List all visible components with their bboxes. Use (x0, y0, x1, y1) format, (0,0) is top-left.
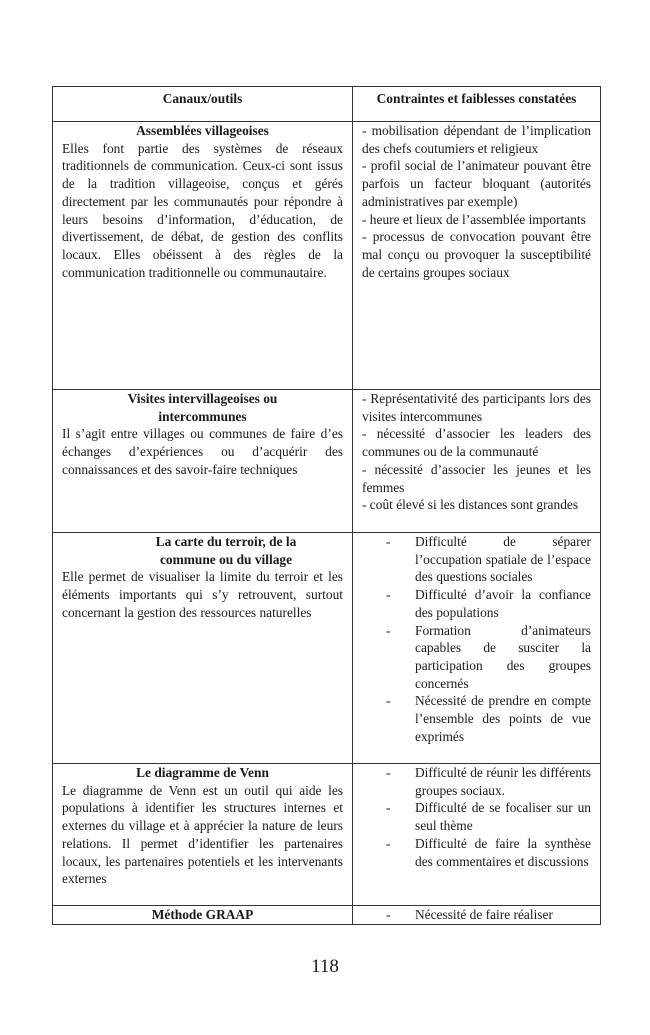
constraint-item: - profil social de l’animateur pouvant être parfois un facteur bloquant (autorités administratives par exemple) (362, 158, 591, 209)
constraint-item: - processus de convocation pouvant être mal conçu ou provoquer la susceptibilité de certains groupes sociaux (362, 229, 591, 280)
table-row (53, 906, 601, 925)
tool-cell (53, 764, 353, 906)
constraints-list (362, 906, 591, 924)
tool-title: Méthode GRAAP (151, 907, 254, 922)
tool-description: Elle permet de visualiser la limite du terroir et les éléments importants qui s’y retrouvent, surtout concernant la gestion des ressources naturelles (62, 569, 343, 620)
tool-title: La carte du terroir, de la commune ou du village (155, 534, 297, 567)
constraint-item: - mobilisation dépendant de l’implication des chefs coutumiers et religieux (362, 123, 591, 156)
tool-description: Elles font partie des systèmes de réseaux traditionnels de communication. Ceux-ci sont issus de la tradition villageoise, conçus et gérés directement par les communautés pour répondre à leurs besoins d’information, d’éducation, de divertissement, de débat, de gestion des conflits locaux. Elles obéissent à des règles de la communication traditionnelle ou communautaire. (62, 140, 343, 280)
constraints-list (362, 533, 591, 745)
tool-description: Le diagramme de Venn est un outil qui aide les populations à identifier les structures internes et externes du village et à apprécier la nature de leurs relations. Il permet d’identifier les partenaires locaux, les partenaires potentiels et les intervenants externes (62, 782, 343, 887)
constraints-cell (353, 533, 601, 764)
constraints-cell (353, 764, 601, 906)
list-item: - Difficulté de se focaliser sur un seul thème (362, 799, 591, 834)
constraints-cell (353, 906, 601, 925)
constraint-item: - nécessité d’associer les jeunes et les femmes (362, 461, 591, 495)
tool-title: Assemblées villageoises (136, 123, 269, 138)
tool-cell (53, 533, 353, 764)
table-row (53, 122, 601, 390)
constraints-cell (353, 390, 601, 533)
list-item: - Difficulté de faire la synthèse des commentaires et discussions (362, 835, 591, 870)
table-row (53, 764, 601, 906)
list-item: - Difficulté d’avoir la confiance des populations (362, 586, 591, 621)
header-channels-tools: Canaux/outils (53, 87, 353, 122)
tool-description: Il s’agit entre villages ou communes de faire d’es échanges d’expériences ou d’acquérir des connaissances et des savoir-faire techniques (62, 426, 343, 477)
constraint-item: - heure et lieux de l’assemblée importants (362, 211, 586, 227)
tool-title: Le diagramme de Venn (136, 765, 269, 780)
page-number: 118 (311, 956, 339, 977)
constraints-cell (353, 122, 601, 390)
header-constraints: Contraintes et faiblesses constatées (353, 87, 601, 122)
table-row (53, 533, 601, 764)
constraint-item: - coût élevé si les distances sont grandes (362, 497, 579, 513)
constraint-item: - nécessité d’associer les leaders des communes ou de la communauté (362, 426, 591, 460)
list-item: - Nécessité de prendre en compte l’ensemble des points de vue exprimés (362, 692, 591, 745)
list-item: - Difficulté de séparer l’occupation spatiale de l’espace des questions sociales (362, 533, 591, 586)
tool-title: Visites intervillageoises ou intercommunes (127, 391, 278, 424)
list-item: - Formation d’animateurs capables de susciter la participation des groupes concernés (362, 622, 591, 693)
table-header-row (53, 87, 601, 122)
list-item: - Nécessité de faire réaliser (362, 906, 591, 924)
tool-cell (53, 122, 353, 390)
tool-cell (53, 906, 353, 925)
list-item: - Difficulté de réunir les différents groupes sociaux. (362, 764, 591, 799)
tool-cell (53, 390, 353, 533)
methods-table (52, 86, 601, 925)
table-row (53, 390, 601, 533)
constraint-item: - Représentativité des participants lors des visites intercommunes (362, 391, 591, 424)
constraints-list (362, 764, 591, 870)
